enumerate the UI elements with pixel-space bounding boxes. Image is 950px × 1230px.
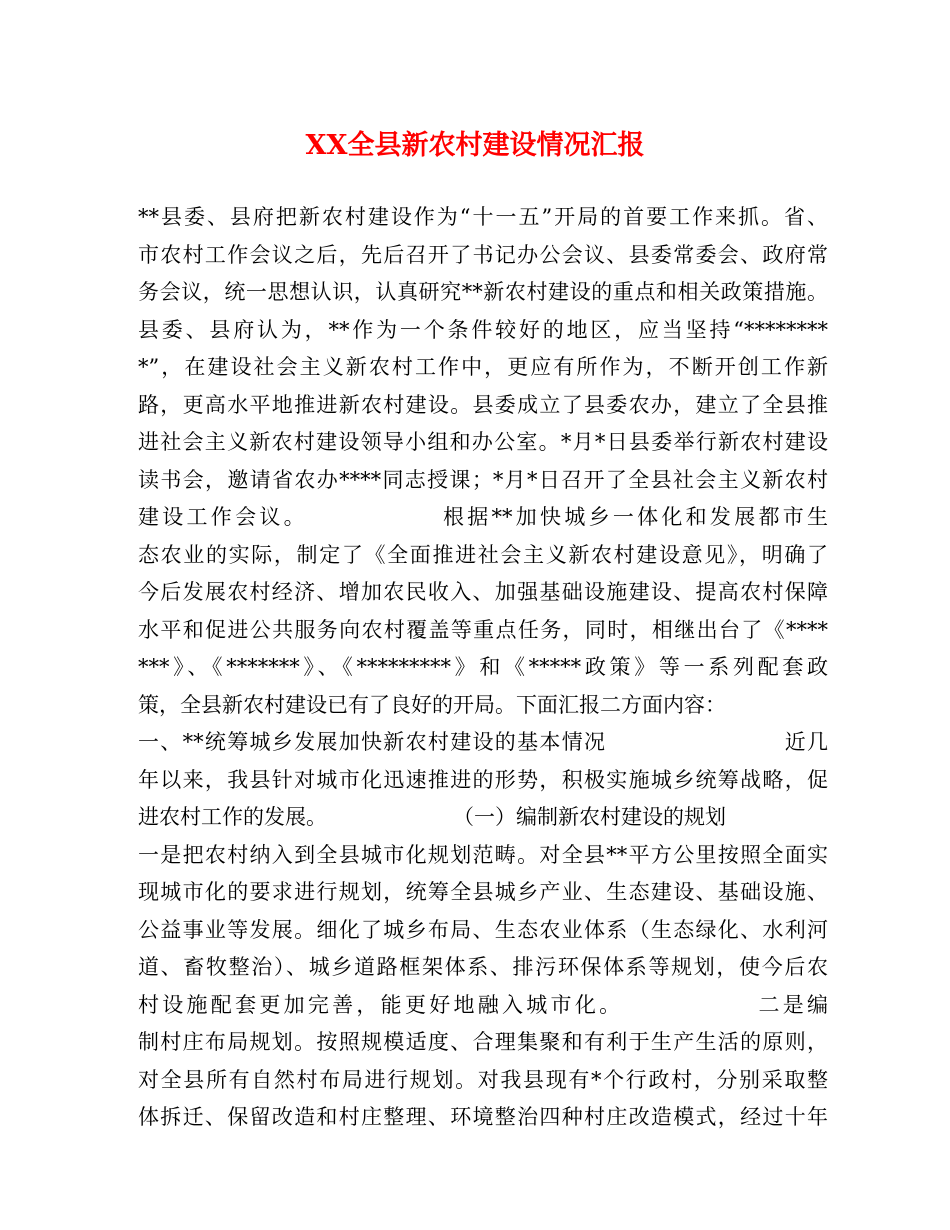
body-line: ***》、《*******》、《*********》和《*****政策》等一系列配套政 (138, 655, 828, 679)
body-line: 对全县所有自然村布局进行规划。对我县现有*个行政村，分别采取整 (138, 1067, 828, 1092)
body-line: 道、畜牧整治）、城乡道路框架体系、排污环保体系等规划，使今后农 (138, 955, 828, 979)
body-line: *”，在建设社会主义新农村工作中，更应有所作为，不断开创工作新 (138, 355, 828, 379)
body-line: 体拆迁、保留改造和村庄整理、环境整治四种村庄改造模式，经过十年 (138, 1105, 828, 1129)
body-line: 建设工作会议。 根据**加快城乡一体化和发展都市生 (138, 505, 828, 529)
body-line: 今后发展农村经济、增加农民收入、加强基础设施建设、提高农村保障 (138, 580, 828, 604)
body-line: 水平和促进公共服务向农村覆盖等重点任务，同时，相继出台了《**** (138, 617, 828, 642)
body-line: 读书会，邀请省农办****同志授课；*月*日召开了全县社会主义新农村 (138, 467, 828, 492)
body-line: 村设施配套更加完善，能更好地融入城市化。 二是编 (138, 992, 828, 1017)
body-line: 制村庄布局规划。按照规模适度、合理集聚和有利于生产生活的原则， (138, 1030, 828, 1054)
body-line: **县委、县府把新农村建设作为“十一五”开局的首要工作来抓。省、 (138, 205, 828, 229)
body-line: 年以来，我县针对城市化迅速推进的形势，积极实施城乡统筹战略，促 (138, 767, 828, 792)
body-line: 进农村工作的发展。 （一）编制新农村建设的规划 (138, 805, 726, 829)
body-line: 公益事业等发展。细化了城乡布局、生态农业体系（生态绿化、水利河 (138, 917, 828, 942)
body-line: 进社会主义新农村建设领导小组和办公室。*月*日县委举行新农村建设 (138, 430, 828, 454)
body-line: 县委、县府认为，**作为一个条件较好的地区，应当坚持“******** (138, 317, 828, 342)
body-line: 一、**统筹城乡发展加快新农村建设的基本情况 近几 (138, 730, 828, 754)
document-title: XX全县新农村建设情况汇报 (305, 130, 645, 161)
body-line: 现城市化的要求进行规划，统筹全县城乡产业、生态建设、基础设施、 (138, 880, 828, 904)
body-line: 务会议，统一思想认识，认真研究**新农村建设的重点和相关政策措施。 (138, 280, 828, 304)
body-line: 一是把农村纳入到全县城市化规划范畴。对全县**平方公里按照全面实 (138, 842, 828, 867)
body-line: 路，更高水平地推进新农村建设。县委成立了县委农办，建立了全县推 (138, 392, 828, 417)
body-line: 态农业的实际，制定了《全面推进社会主义新农村建设意见》，明确了 (138, 542, 828, 567)
body-line: 策，全县新农村建设已有了良好的开局。下面汇报二方面内容： (138, 692, 726, 717)
document-body (138, 199, 828, 1137)
body-line: 市农村工作会议之后，先后召开了书记办公会议、县委常委会、政府常 (138, 242, 828, 267)
